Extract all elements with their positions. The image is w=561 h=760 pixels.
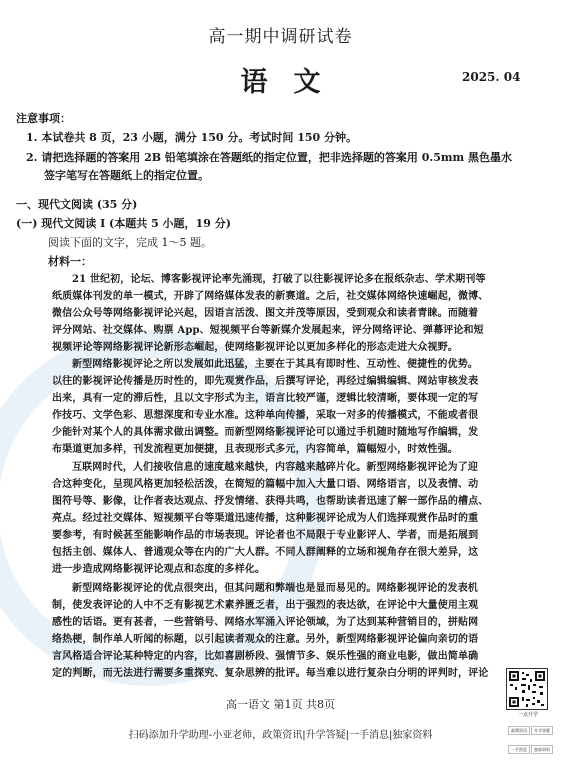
qr-buttons [508,722,556,760]
material-label: 材料一： [48,255,92,268]
passage-line: 合这种变化，呈现风格更加轻松活泼，在简短的篇幅中加入大量口语、网络语言，以及表情、动 [52,479,479,490]
passage-line: 图符号等、影像，让作者表达观点、抒发情绪、获得共鸣，也帮助读者迅速了解一部作品的槽点、 [52,496,489,507]
passage-line: 定的判断，而无法进行需要多重探究、复杂思辨的批评。每当难以进行复杂白分明的评判时，评论 [52,668,489,679]
passage-line: 感性的话语。更有甚者，一些营销号、网络水军涌入评论领域，为了达到某种营销目的，拼贴网 [52,617,479,628]
passage-line: 新型网络影视评论的优点很突出，但其问题和弊端也是显而易见的。网络影视评论的发表机 [72,583,478,594]
qa-button[interactable]: 升学答疑 [531,726,553,735]
part-title: 一、现代文阅读 (35 分) [16,198,138,211]
passage-line: 视频评论等网络影视评论新形态崛起，使网络影视评论以更加多样化的形态走进大众视野。 [52,342,458,353]
passage-line: 要参考，有时候甚至能影响作品的市场表现。评论者也不局限于专业影评人、学者，而是拓展到 [52,530,479,541]
notice-heading: 注意事项： [16,112,71,125]
subject-title: 语文 [240,67,347,98]
news-button[interactable]: 一手消息 [508,745,530,754]
passage-line: 作技巧、文学色彩、思想深度和专业水准。这种单向传播，采取一对多的传播模式，不能或者很 [52,410,479,421]
passage-line: 包括主创、媒体人、普通观众等在内的广大人群。不同人群阐释的立场和视角存在很大差异，这 [52,547,479,558]
exam-title: 高一期中调研试卷 [208,27,353,47]
passage-line: 络热梗，制作单人听闻的标题，以引起读者观众的注意。另外，新型网络影视评论偏向亲切的语 [52,634,479,645]
passage-line: 布渠道更加多样，刊发流程更加便捷，且表现形式多元，内容简单，篇幅短小，时效性强。 [52,444,458,455]
qr-code-block[interactable] [506,668,550,718]
materials-button[interactable]: 独家资料 [531,745,553,754]
notice-item-2: 2. 请把选择题的答案用 2B 铅笔填涂在答题纸的指定位置，把非选择题的答案用 0.5mm 黑色墨水 [26,151,512,164]
passage-line: 出来，具有一定的滞后性，且以文字形式为主，语言比较严谨，逻辑比较清晰，要体现一定的写 [52,393,479,404]
passage-line: 21 世纪初，论坛、博客影视评论率先涌现，打破了以往影视评论多在报纸杂志、学术期刊等 [72,274,486,285]
passage-line: 进一步造成网络影视评论观点和态度的多样化。 [52,564,266,575]
notice-item-1: 1. 本试卷共 8 页，23 小题，满分 150 分。考试时间 150 分钟。 [26,131,358,144]
policy-button[interactable]: 政策资讯 [508,726,530,735]
passage-line: 少能针对某个人的具体需求做出调整。而新型网络影视评论可以通过手机随时随地写作编辑，发 [52,427,479,438]
sub-section-title: (一) 现代文阅读 I (本题共 5 小题，19 分) [16,217,231,230]
passage-line: 亮点。经过社交媒体、短视频平台等渠道迅速传播，这种影视评论成为人们选择观赏作品时的重 [52,513,479,524]
passage-line: 言风格适合评论某种特定的内容，比如喜剧桥段、强情节多、娱乐性强的商业电影，做出简单确 [52,651,479,662]
page-footer: 高一语文 第1页 共8页 [226,698,335,711]
passage-line: 以往的影视评论传播是历时性的，即先观赏作品，后撰写评论，再经过编辑编辑、网站审核发表 [52,376,479,387]
qr-code-icon[interactable] [506,668,548,710]
passage-line: 制，使发表评论的人中不乏有影视艺术素养匮乏者，出于强烈的表达欲，在评论中大量使用主观 [52,600,479,611]
passage-line: 互联网时代，人们接收信息的速度越来越快，内容越来越碎片化。新型网络影视评论为了迎 [72,462,478,473]
passage-line: 纸质媒体刊发的单一模式，开辟了网络媒体发表的新赛道。之后，社交媒体网络快速崛起，微博、 [52,291,489,302]
exam-date: 2025. 04 [462,70,521,84]
notice-item-2-cont: 签字笔写在答题纸上的指定位置。 [44,169,209,182]
passage-line: 新型网络影视评论之所以发展如此迅猛，主要在于其具有即时性、互动性、便捷性的优势。 [72,359,478,370]
passage-line: 微信公众号等网络影视评论兴起，因语言活泼、图文并茂等原因，受到观众和读者青睐。而随着 [52,308,479,319]
reading-instruction: 阅读下面的文字，完成 1～5 题。 [48,236,212,249]
passage-line: 评分网站、社交媒体、购票 App、短视频平台等新媒介发展起来，评分网络评论、弹幕评论和短 [52,325,484,336]
qr-caption: 一点升学 [517,712,538,718]
promo-bar: 扫码添加升学助理-小亚老师，政策资讯|升学答疑|一手消息|独家资料 [128,730,433,741]
